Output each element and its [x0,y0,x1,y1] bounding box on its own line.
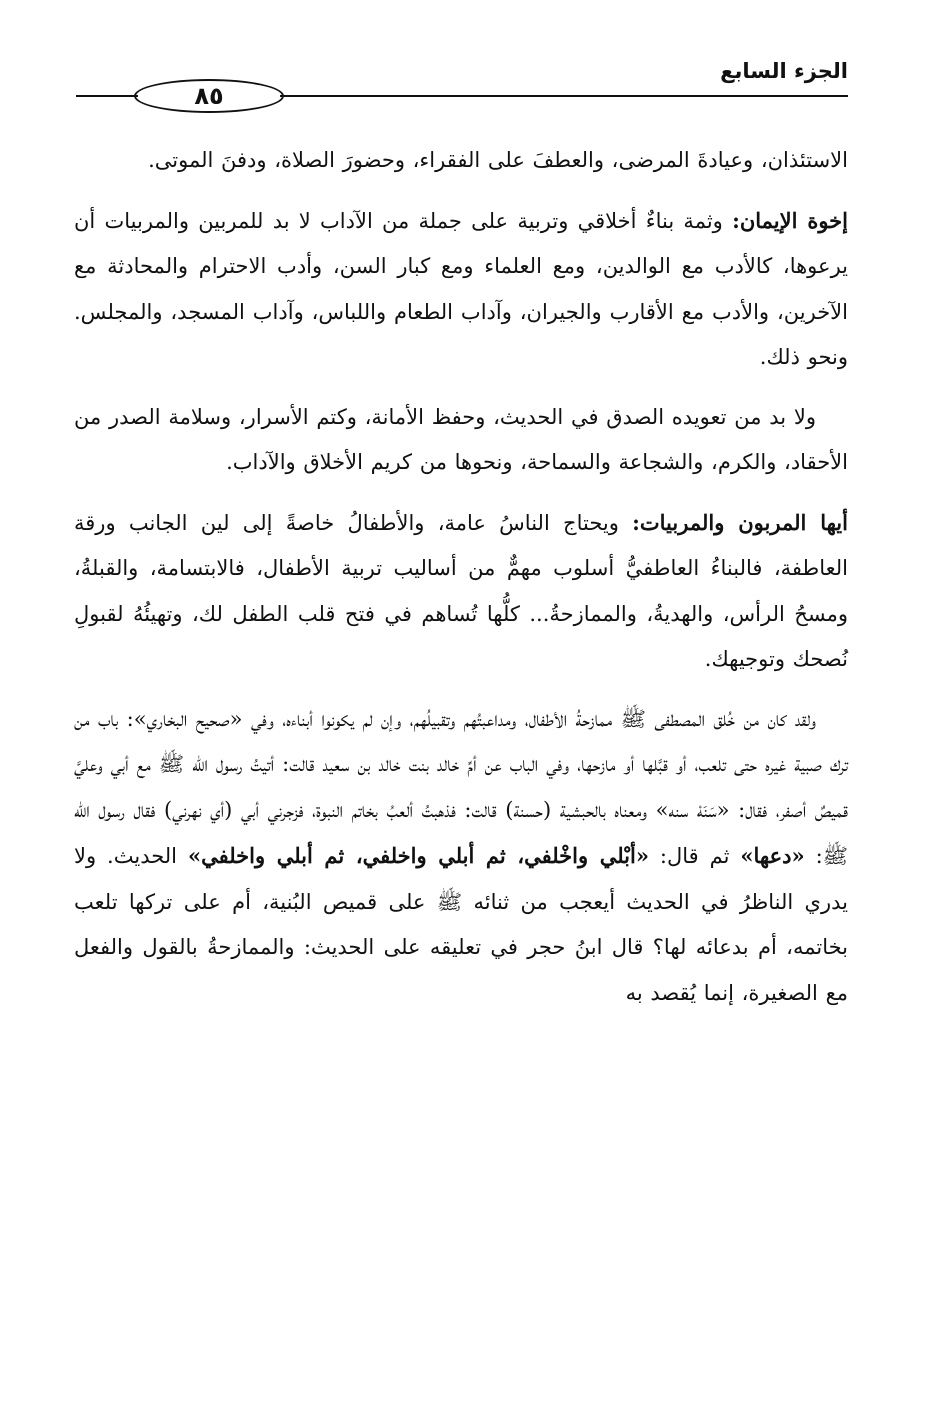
paragraph-5-part-a: ولقد كان من خُلق المصطفى ﷺ ممازحةُ الأطفال، ومداعبتُهم وتقبيلُهم، وإن لم يكونوا أبناءه، وفي «صحيح البخاري»: باب من ترك صبية غيره حتى تلعب، أو قبَّلها أو مازحها، وفي الباب عن أمِّ خالد بنت خالد بن سعيد قالت: أتيتُ رسول الله ﷺ مع أبي وعليَّ قميصٌ أصفر، فقال: «سَنَهْ سنه» ومعناه بالحبشية (حسنة) قالت: فذهبتُ ألعبُ بخاتم النبوة، فزجرني أبي (أي نهرني) فقال رسول الله ﷺ: [74,706,849,868]
running-title: الجزء السابع [720,59,848,83]
paragraph-4-text: ويحتاج الناسُ عامة، والأطفالُ خاصةً إلى لين الجانب ورقة العاطفة، فالبناءُ العاطفيُّ أسلوب مهمٌّ من أساليب تربية الأطفال، فالابتسامة، والقبلةُ، ومسحُ الرأس، والهديةُ، والممازحةُ... كلُّها تُساهم في فتح قلب الطفل لك، وتهيئُهُ لقبولِ نُصحك وتوجيهك. [74,510,848,671]
paragraph-5 [74,697,848,1017]
paragraph-4 [74,500,848,683]
paragraph-5-part-b: ثم قال: [648,844,741,868]
paragraph-2-text: وثمة بناءٌ أخلاقي وتربية على جملة من الآداب لا بد للمربين والمربيات أن يرعوها، كالأدب مع الوالدين، ومع العلماء ومع كبار السن، وأدب الاحترام والمحادثة مع الآخرين، والأدب مع الأقارب والجيران، وآداب الطعام واللباس، وآداب المسجد، والمجلس. ونحو ذلك. [74,208,848,369]
paragraph-2-lead: إخوة الإيمان: [732,207,848,233]
paragraph-5-quote-2: «أبْلي واخْلفي، ثم أبلي واخلفي، ثم أبلي واخلفي» [187,843,649,868]
paragraph-2 [74,198,848,381]
page-body [74,138,848,1016]
paragraph-4-lead: أيها المربون والمربيات: [632,509,848,535]
paragraph-1: الاستئذان، وعيادةَ المرضى، والعطفَ على الفقراء، وحضورَ الصلاة، ودفنَ الموتى. [148,148,848,172]
page-header [76,56,848,116]
paragraph-5-part-c: الحديث. ولا يدري الناظرُ في الحديث أيعجب من ثنائه ﷺ على قميص البُنية، أم على تركها تلعب بخاتمه، أم بدعائه لها؟ قال ابنُ حجر في تعليقه على الحديث: والممازحةُ بالقول والفعل مع الصغيرة، إنما يُقصد به [74,844,848,1005]
paragraph-5-quote-1: «دعها» [740,843,805,868]
paragraph-3: ولا بد من تعويده الصدق في الحديث، وحفظ الأمانة، وكتم الأسرار، وسلامة الصدر من الأحقاد، والكرم، والشجاعة والسماحة، ونحوها من كريم الأخلاق والآداب. [74,404,848,474]
page-number: ٨٥ [134,79,284,113]
